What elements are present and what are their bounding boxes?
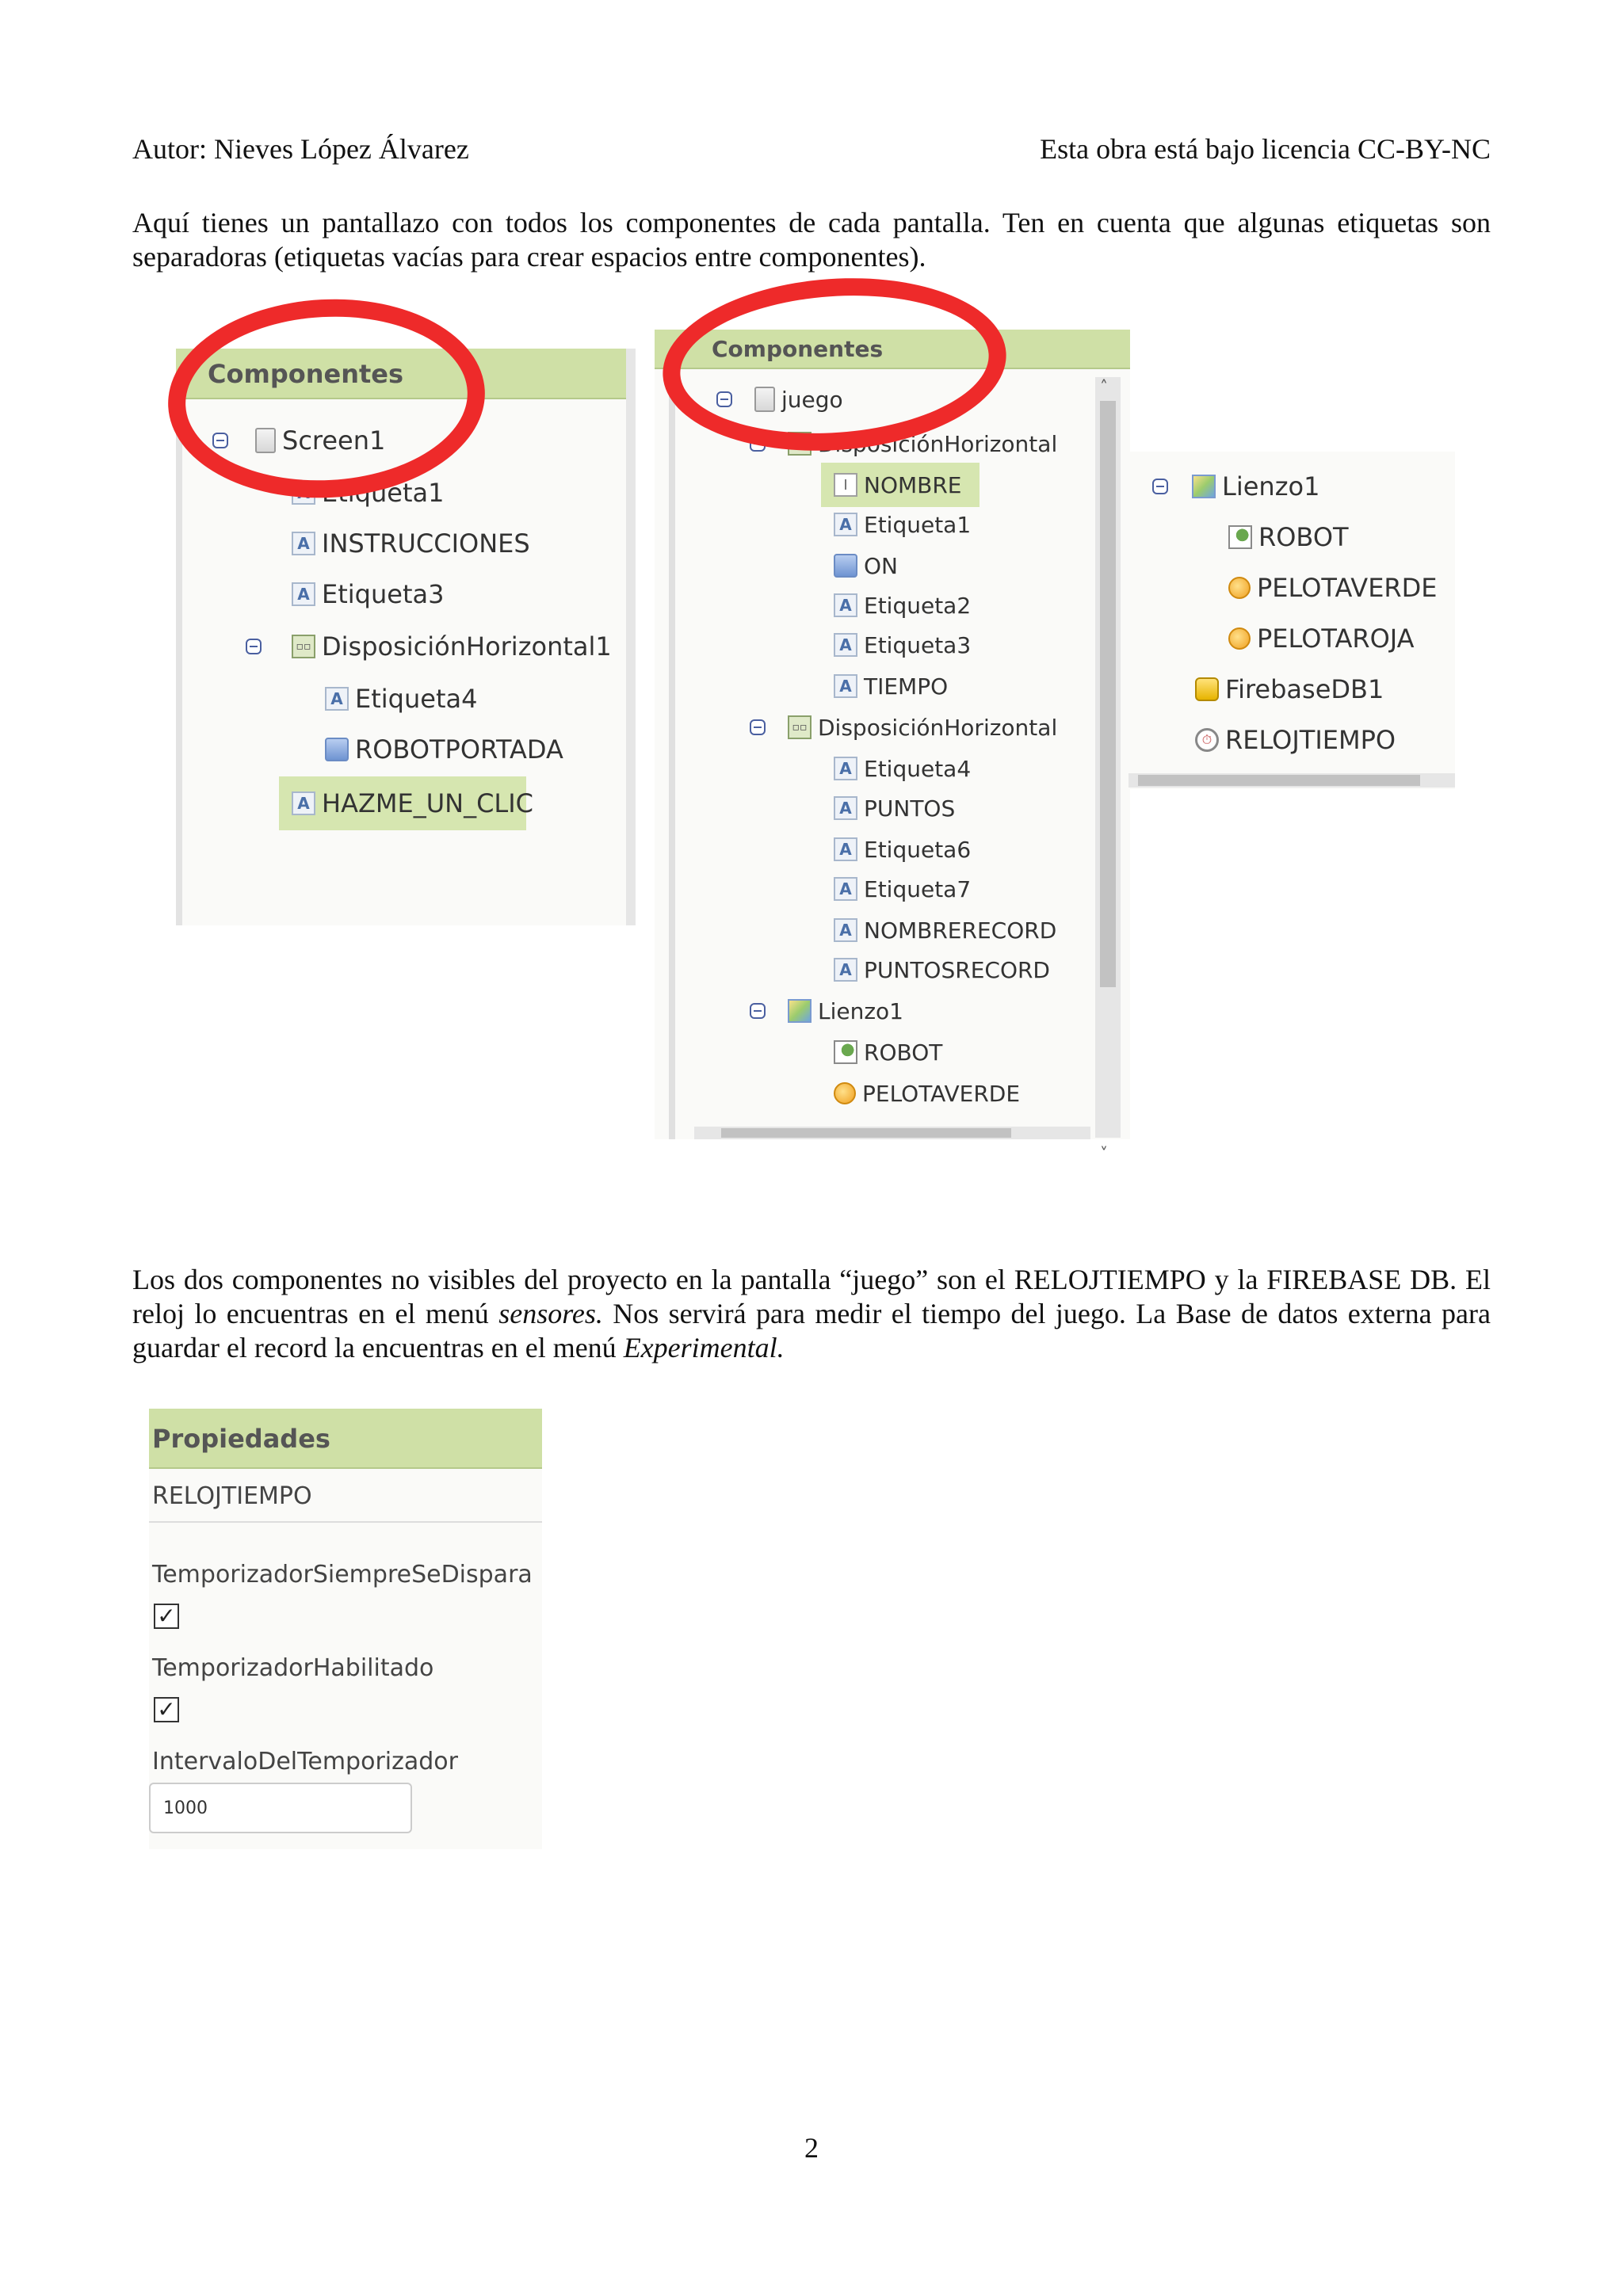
timer-interval-label: IntervaloDelTemporizador	[152, 1748, 458, 1775]
button-icon	[325, 738, 349, 761]
item-label: ROBOT	[864, 1039, 943, 1066]
item-label: DisposiciónHorizontal	[818, 430, 1058, 457]
page-number: 2	[804, 2132, 819, 2164]
item-label: Lienzo1	[1222, 471, 1320, 502]
item-label: ON	[864, 552, 898, 579]
tree-item[interactable]	[1228, 570, 1438, 605]
tree-item[interactable]	[1152, 469, 1319, 504]
item-label: TIEMPO	[864, 673, 949, 700]
scroll-up-icon[interactable]: ˄	[1100, 377, 1108, 396]
nonvisible-components-paragraph	[132, 1263, 1491, 1365]
tree-item-selected[interactable]	[821, 463, 980, 507]
tree-item[interactable]	[1228, 621, 1415, 656]
paragraph-text: Los dos componentes no visibles del proyecto en la pantalla “juego” son el RELOJTIEMPO y la FIREBASE DB. El reloj lo encuentras en el menú	[132, 1264, 1491, 1329]
item-label: Etiqueta1	[322, 478, 445, 508]
paragraph-italic: Experimental.	[623, 1332, 785, 1363]
label-icon: A	[325, 687, 349, 711]
item-label: NOMBRE	[864, 471, 962, 498]
item-label: INSTRUCCIONES	[322, 528, 530, 559]
label-icon: A	[834, 513, 857, 536]
timer-interval-input[interactable]: 1000	[149, 1783, 412, 1833]
scroll-down-icon[interactable]: ˅	[1100, 1144, 1108, 1163]
scrollbar-thumb[interactable]	[1138, 775, 1420, 786]
item-label: Etiqueta1	[864, 511, 972, 538]
panel-edge	[669, 369, 675, 1139]
label-icon: A	[834, 837, 857, 861]
tree-item[interactable]	[1195, 723, 1396, 757]
tree-item[interactable]	[246, 631, 612, 662]
collapse-toggle-icon[interactable]	[1152, 479, 1168, 494]
item-label: PELOTAVERDE	[862, 1080, 1021, 1107]
components-panel-juego	[655, 330, 1130, 1163]
label-icon: A	[834, 877, 857, 901]
button-icon	[834, 554, 857, 578]
item-label: PELOTAROJA	[1257, 624, 1415, 654]
label-icon: A	[834, 633, 857, 657]
tree-item[interactable]	[834, 833, 971, 865]
label-icon: A	[834, 674, 857, 698]
item-label: Etiqueta2	[864, 592, 972, 619]
tree-item[interactable]	[1228, 520, 1349, 555]
tree-item[interactable]	[834, 589, 971, 621]
tree-item[interactable]	[325, 683, 477, 715]
tree-item[interactable]	[750, 995, 903, 1027]
item-label: ROBOT	[1258, 522, 1349, 552]
item-label: PUNTOSRECORD	[864, 956, 1050, 983]
timer-always-fires-label: TemporizadorSiempreSeDispara	[152, 1561, 533, 1589]
label-icon: A	[834, 958, 857, 982]
tree-item[interactable]	[834, 509, 971, 540]
clock-icon: ⏱	[1195, 728, 1219, 752]
collapse-toggle-icon[interactable]	[750, 719, 766, 735]
item-label: DisposiciónHorizontal1	[322, 631, 612, 662]
components-panel-lienzo	[1128, 452, 1455, 789]
item-label: RELOJTIEMPO	[1225, 725, 1396, 755]
tree-item[interactable]	[834, 550, 898, 582]
label-icon: A	[292, 582, 315, 606]
panel-edge	[176, 399, 182, 925]
tree-item[interactable]	[834, 914, 1056, 946]
item-label: Etiqueta3	[322, 579, 445, 609]
item-label: DisposiciónHorizontal	[818, 714, 1058, 741]
item-label: Lienzo1	[818, 997, 903, 1024]
image-sprite-icon	[834, 1040, 857, 1064]
tree-item[interactable]	[834, 670, 948, 702]
timer-always-fires-checkbox[interactable]: ✓	[154, 1604, 179, 1629]
tree-item[interactable]	[750, 711, 1057, 743]
horizontal-arrangement-icon: ▫▫	[788, 715, 812, 739]
canvas-icon	[1192, 475, 1216, 498]
item-label: Etiqueta3	[864, 631, 972, 658]
vertical-scrollbar[interactable]	[1095, 377, 1121, 1163]
component-name: RELOJTIEMPO	[149, 1470, 542, 1523]
timer-enabled-label: TemporizadorHabilitado	[152, 1654, 434, 1682]
label-icon: A	[834, 796, 857, 820]
label-icon: A	[834, 757, 857, 780]
author-line: Autor: Nieves López Álvarez	[132, 133, 469, 165]
image-sprite-icon	[1228, 525, 1252, 549]
item-label: HAZME_UN_CLIC	[322, 788, 534, 818]
label-icon: A	[292, 481, 315, 505]
horizontal-arrangement-icon: ▫▫	[788, 432, 812, 456]
tree-item[interactable]	[292, 528, 530, 559]
item-label: PUNTOS	[864, 795, 956, 822]
tree-item-selected[interactable]	[279, 776, 534, 830]
item-label: Etiqueta4	[864, 755, 972, 782]
tree-item[interactable]	[834, 629, 971, 661]
horizontal-scrollbar[interactable]	[1128, 773, 1455, 788]
label-icon: A	[834, 593, 857, 617]
item-label: Etiqueta6	[864, 836, 972, 863]
ball-icon	[834, 1082, 856, 1104]
tree-item[interactable]	[834, 753, 971, 784]
tree-item[interactable]	[834, 873, 971, 905]
scrollbar-thumb[interactable]	[1100, 401, 1116, 987]
intro-paragraph: Aquí tienes un pantallazo con todos los componentes de cada pantalla. Ten en cuenta que algunas etiquetas son separadoras (etiquetas vacías para crear espacios entre componentes).	[132, 207, 1491, 273]
canvas-icon	[788, 999, 812, 1023]
tree-item[interactable]	[834, 1036, 942, 1068]
horizontal-arrangement-icon: ▫▫	[292, 635, 315, 658]
firebase-db-icon	[1195, 677, 1219, 701]
paragraph-text: Nos servirá para medir el tiempo del juego. La Base de datos externa para guardar el record la encuentras en el menú	[132, 1298, 1491, 1363]
properties-panel	[149, 1409, 542, 1849]
tree-item[interactable]	[834, 954, 1050, 986]
ball-icon	[1228, 577, 1251, 599]
scrollbar[interactable]	[626, 349, 636, 925]
panel-title: Componentes	[655, 330, 1130, 369]
tree-item[interactable]	[292, 578, 444, 610]
scrollbar-thumb[interactable]	[721, 1128, 1011, 1138]
ball-icon	[1228, 627, 1251, 650]
horizontal-scrollbar[interactable]	[694, 1127, 1090, 1139]
timer-enabled-checkbox[interactable]: ✓	[154, 1697, 179, 1722]
item-label: Screen1	[282, 425, 386, 456]
label-icon: A	[834, 918, 857, 942]
label-icon: A	[292, 791, 315, 815]
tree-item[interactable]	[1195, 672, 1384, 707]
item-label: FirebaseDB1	[1225, 674, 1384, 704]
license-line: Esta obra está bajo licencia CC-BY-NC	[1040, 133, 1491, 165]
panel-title: Componentes	[176, 349, 626, 399]
item-label: PELOTAVERDE	[1257, 573, 1438, 603]
paragraph-italic: sensores.	[498, 1298, 603, 1329]
item-label: juego	[781, 386, 843, 413]
label-icon: A	[292, 532, 315, 555]
tree-item[interactable]	[325, 734, 563, 765]
textbox-icon: I	[834, 473, 857, 497]
panel-title: Propiedades	[149, 1409, 542, 1469]
tree-item[interactable]	[834, 1077, 1020, 1109]
item-label: Etiqueta4	[355, 684, 478, 714]
collapse-toggle-icon[interactable]	[750, 1003, 766, 1019]
item-label: Etiqueta7	[864, 875, 972, 902]
collapse-toggle-icon[interactable]	[246, 639, 262, 654]
item-label: ROBOTPORTADA	[355, 734, 563, 765]
tree-item[interactable]	[834, 792, 955, 824]
item-label: NOMBRERECORD	[864, 917, 1057, 944]
